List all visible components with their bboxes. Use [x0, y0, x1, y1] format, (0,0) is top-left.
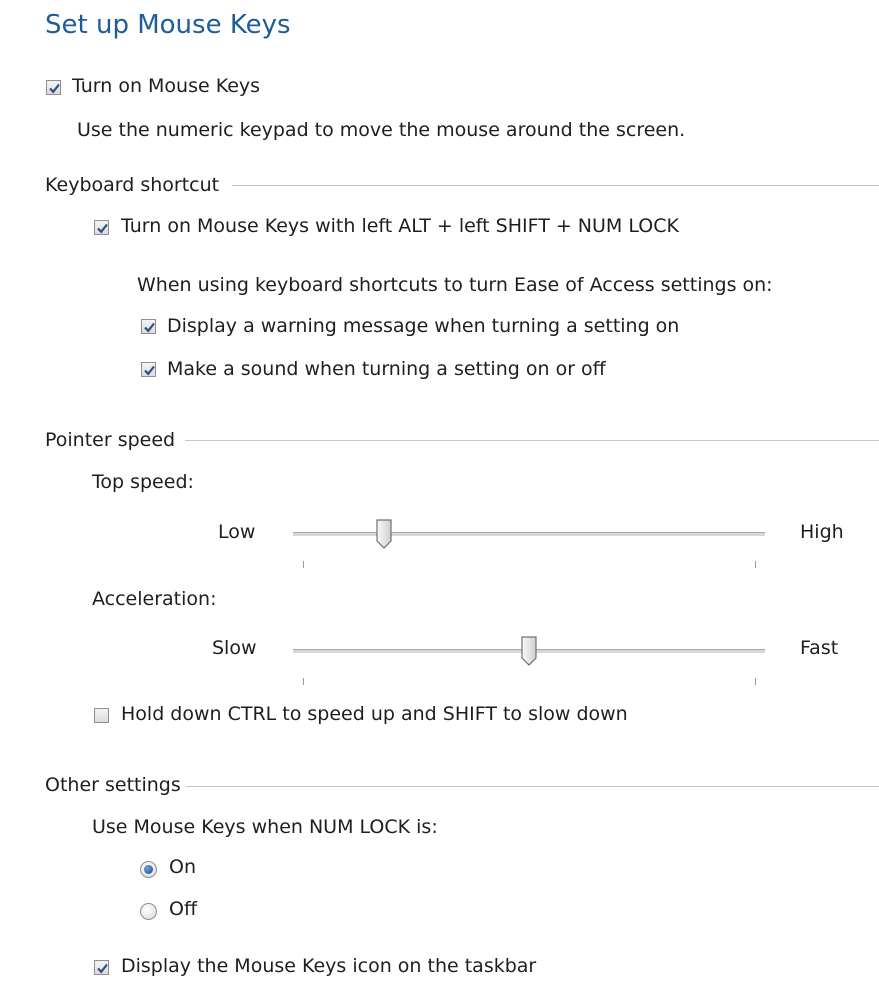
- top-speed-high-label: High: [800, 521, 844, 543]
- ctrl-shift-label[interactable]: Hold down CTRL to speed up and SHIFT to slow down: [121, 703, 628, 725]
- slider-track: [293, 532, 765, 537]
- turn-on-mouse-keys-label[interactable]: Turn on Mouse Keys: [72, 75, 261, 97]
- acceleration-slider-thumb[interactable]: [520, 636, 538, 666]
- ctrl-shift-checkbox[interactable]: [94, 708, 109, 723]
- acceleration-slider[interactable]: [293, 632, 765, 692]
- checkmark-icon: [95, 961, 110, 976]
- slider-tick: [755, 678, 756, 685]
- checkmark-icon: [142, 320, 157, 335]
- pointer-speed-heading: Pointer speed: [45, 429, 176, 451]
- acceleration-label: Acceleration:: [92, 588, 217, 610]
- num-lock-label: Use Mouse Keys when NUM LOCK is:: [92, 816, 438, 838]
- sound-label[interactable]: Make a sound when turning a setting on or off: [167, 358, 606, 380]
- checkmark-icon: [95, 221, 110, 236]
- acceleration-fast-label: Fast: [800, 637, 839, 659]
- top-speed-slider-thumb[interactable]: [375, 519, 393, 549]
- turn-on-mouse-keys-checkbox[interactable]: [46, 80, 61, 95]
- warning-message-label[interactable]: Display a warning message when turning a setting on: [167, 315, 680, 337]
- top-speed-label: Top speed:: [92, 471, 194, 493]
- section-divider: [185, 440, 879, 441]
- keyboard-shortcut-heading: Keyboard shortcut: [45, 174, 220, 196]
- top-speed-slider[interactable]: [293, 515, 765, 575]
- warning-message-checkbox[interactable]: [141, 319, 156, 334]
- taskbar-icon-label[interactable]: Display the Mouse Keys icon on the taskbar: [121, 955, 537, 977]
- checkmark-icon: [142, 363, 157, 378]
- num-lock-off-label[interactable]: Off: [169, 898, 198, 920]
- mouse-keys-description: Use the numeric keypad to move the mouse around the screen.: [77, 119, 686, 141]
- other-settings-heading: Other settings: [45, 774, 181, 796]
- slider-tick: [303, 678, 304, 685]
- shortcut-label[interactable]: Turn on Mouse Keys with left ALT + left SHIFT + NUM LOCK: [121, 215, 679, 237]
- slider-tick: [303, 561, 304, 568]
- num-lock-on-label[interactable]: On: [169, 856, 196, 878]
- section-divider: [186, 786, 879, 787]
- num-lock-off-radio[interactable]: [140, 903, 157, 920]
- section-divider: [232, 185, 879, 186]
- checkmark-icon: [47, 81, 62, 96]
- shortcut-checkbox[interactable]: [94, 220, 109, 235]
- num-lock-on-radio[interactable]: [140, 861, 157, 878]
- top-speed-low-label: Low: [218, 521, 256, 543]
- slider-tick: [755, 561, 756, 568]
- acceleration-slow-label: Slow: [212, 637, 257, 659]
- sound-checkbox[interactable]: [141, 362, 156, 377]
- radio-selected-dot: [144, 865, 153, 874]
- taskbar-icon-checkbox[interactable]: [94, 960, 109, 975]
- page-title: Set up Mouse Keys: [45, 10, 291, 40]
- ease-of-access-note: When using keyboard shortcuts to turn Ease of Access settings on:: [137, 274, 773, 296]
